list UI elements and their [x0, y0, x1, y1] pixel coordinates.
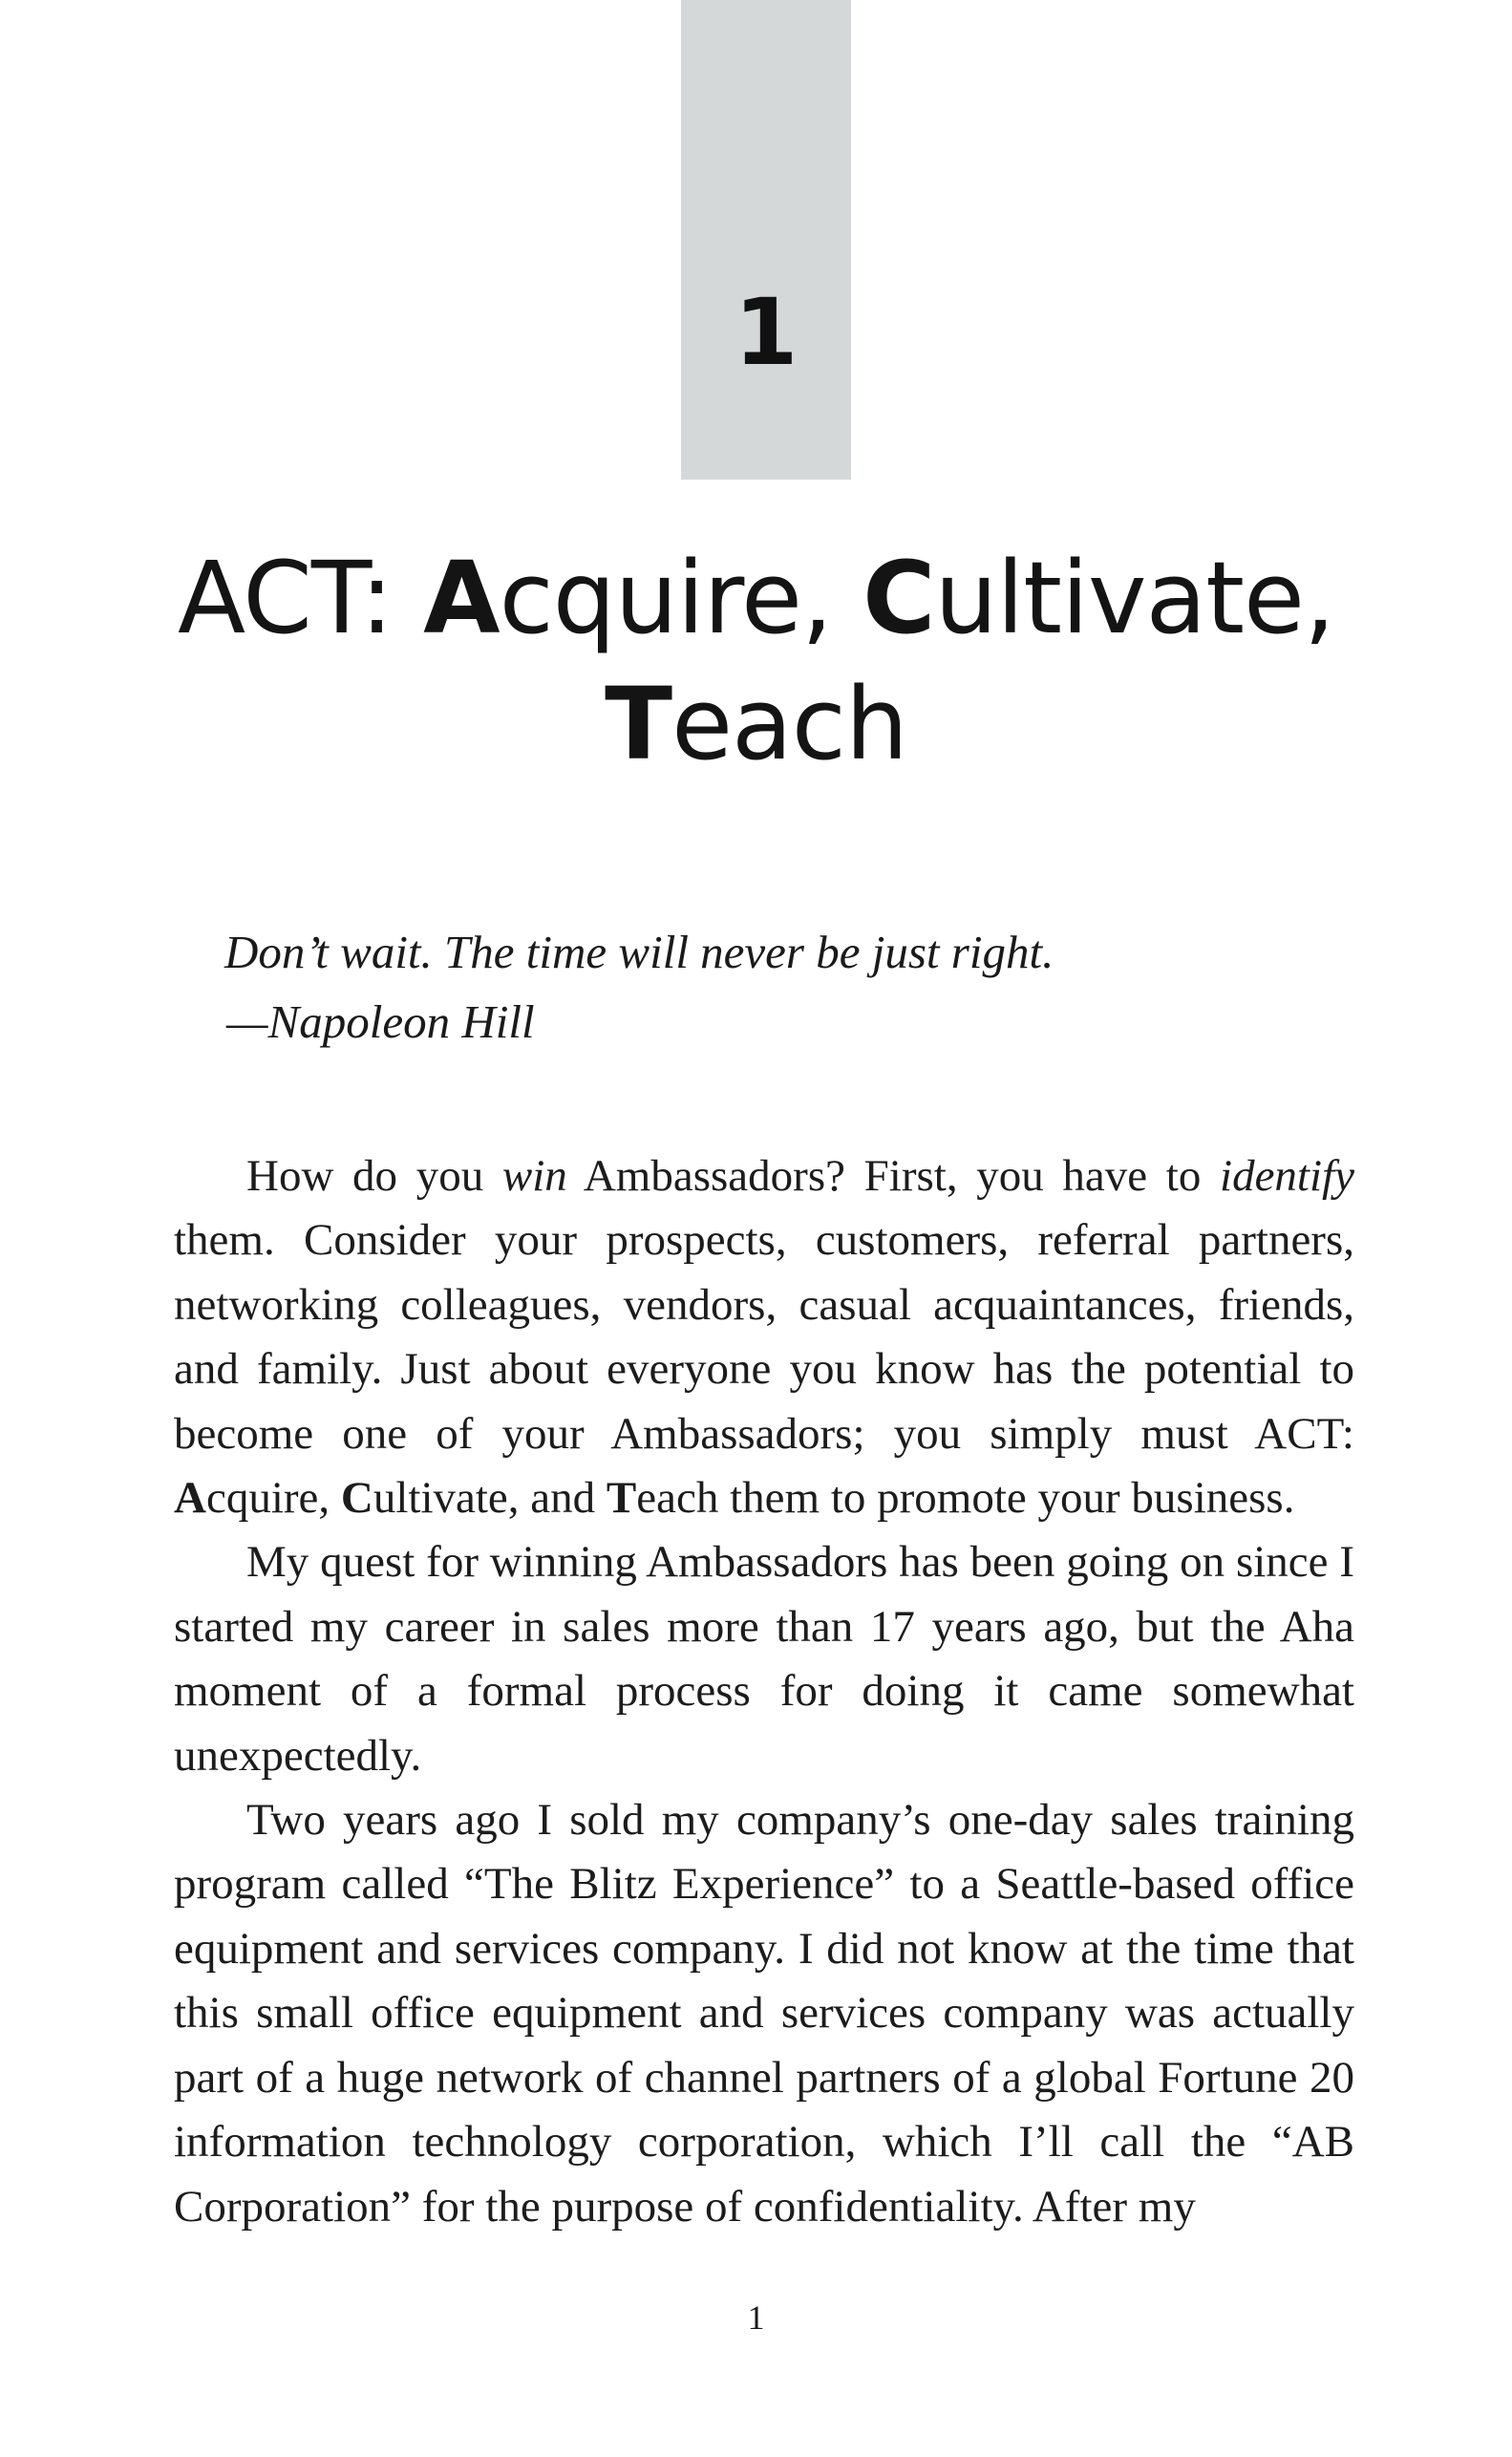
- epigraph-attribution: —Napoleon Hill: [226, 995, 535, 1048]
- page-number: 1: [747, 2298, 765, 2337]
- p1-text-1: How do you: [246, 1151, 502, 1201]
- p1-text-3: them. Consider your prospects, customers, referral partners, networking colleagues, vendors, casual acquaintances, friends, and family. Just about everyone you know has the potential to become one of your Ambassadors; you simply must ACT:: [174, 1215, 1354, 1459]
- paragraph-3: Two years ago I sold my company’s one-day sales training program called “The Blitz Experience” to a Seattle-based office equipment and services company. I did not know at the time that this small office equipment and services company was actually part of a huge network of channel partners of a global Fortune 20 information technology corporation, which I’ll call the “AB Corporation” for the purpose of confidentiality. After my: [174, 1795, 1354, 2232]
- p1-emphasis-win: win: [501, 1151, 567, 1201]
- body-text: [174, 1144, 1354, 2239]
- p1-text-2: Ambassadors? First, you have to: [566, 1151, 1221, 1201]
- chapter-title-prefix: ACT:: [177, 540, 424, 656]
- chapter-title-t-letter: T: [605, 666, 672, 782]
- p1-text-c-rest: ultivate, and: [373, 1473, 607, 1524]
- paragraph-2: My quest for winning Ambassadors has been going on since I started my career in sales more than 17 years ago, but the Aha moment of a formal process for doing it came somewhat unexpectedly.: [174, 1537, 1354, 1781]
- chapter-title-a-letter: A: [423, 540, 500, 656]
- chapter-number-band: [681, 0, 851, 480]
- p1-bold-t: T: [606, 1473, 637, 1524]
- chapter-title-c-letter: C: [862, 540, 935, 656]
- chapter-title: [143, 535, 1369, 787]
- paragraph-1: [174, 1144, 1354, 1530]
- epigraph: [224, 917, 1180, 1057]
- p1-bold-a: A: [174, 1473, 206, 1524]
- p1-text-a-rest: cquire,: [205, 1473, 341, 1524]
- chapter-title-c-rest: ultivate,: [934, 540, 1335, 656]
- p1-bold-c: C: [340, 1473, 373, 1524]
- chapter-title-t-rest: each: [671, 666, 907, 782]
- p1-emphasis-identify: identify: [1220, 1151, 1354, 1201]
- chapter-title-a-rest: cquire,: [499, 540, 863, 656]
- epigraph-quote: Don’t wait. The time will never be just right.: [224, 926, 1054, 978]
- chapter-number: 1: [734, 279, 799, 386]
- p1-text-t-rest: each them to promote your business.: [636, 1473, 1295, 1524]
